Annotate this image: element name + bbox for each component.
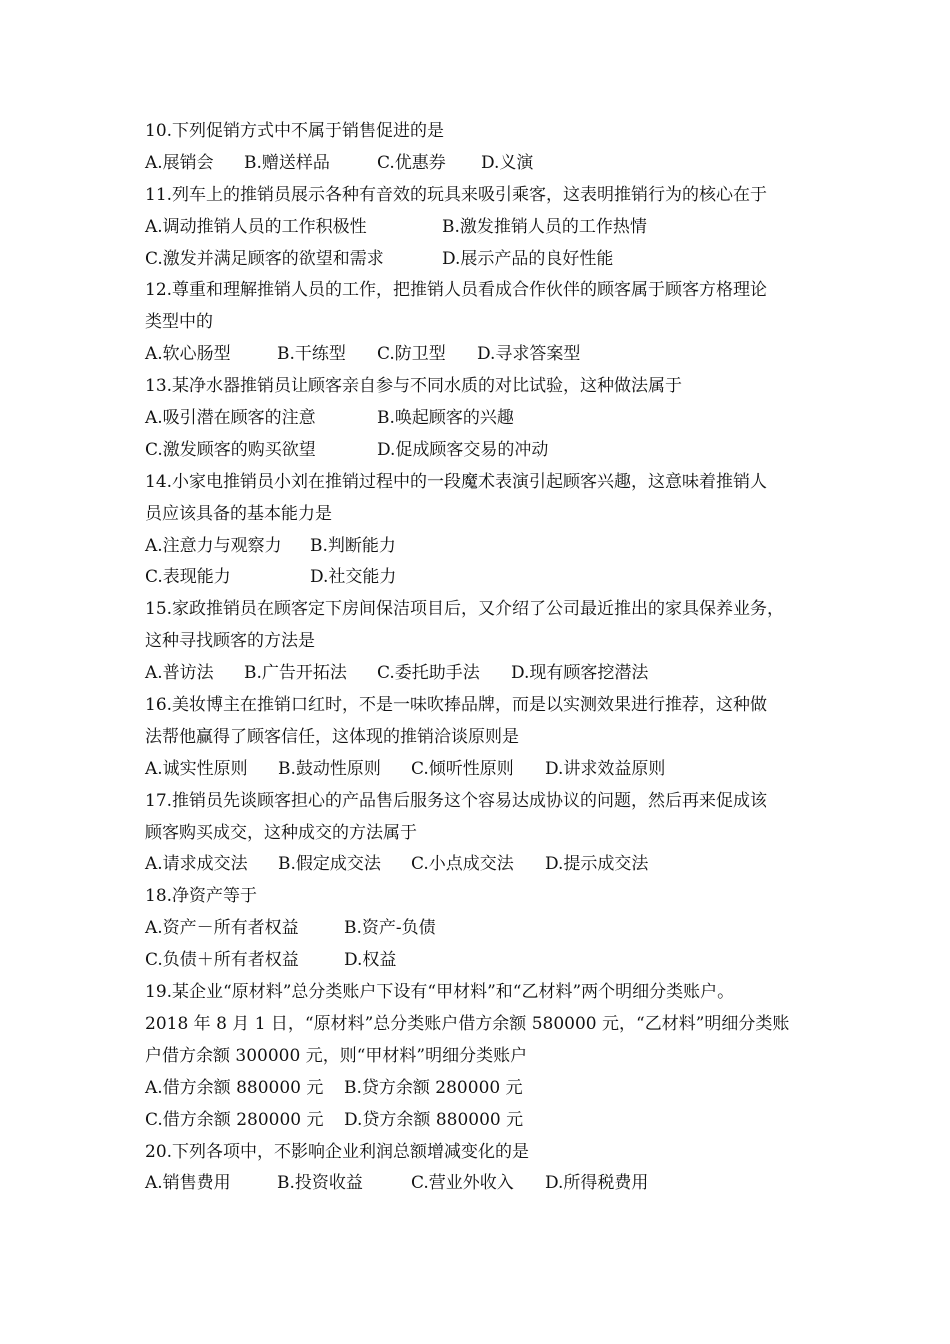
option-a: A.诚实性原则 — [145, 758, 248, 779]
option-a: A.注意力与观察力 — [145, 535, 282, 556]
option-line — [145, 945, 855, 977]
option-line — [145, 244, 855, 276]
option-c: C.表现能力 — [145, 567, 231, 588]
option-c: C.激发顾客的购买欲望 — [145, 439, 316, 460]
option-line — [145, 531, 855, 563]
option-d: D.寻求答案型 — [477, 344, 581, 365]
question-stem-continued: 顾客购买成交，这种成交的方法属于 — [145, 822, 417, 843]
option-b: B.假定成交法 — [278, 854, 381, 875]
question-18 — [145, 881, 855, 977]
option-d: D.所得税费用 — [545, 1173, 649, 1194]
option-d: D.促成顾客交易的冲动 — [377, 439, 549, 460]
option-d: D.义演 — [481, 152, 534, 173]
option-line — [145, 212, 855, 244]
option-c: C.营业外收入 — [411, 1173, 514, 1194]
option-c: C.防卫型 — [377, 344, 446, 365]
option-a: A.展销会 — [145, 152, 214, 173]
option-a: A.吸引潜在顾客的注意 — [145, 408, 316, 429]
question-19 — [145, 977, 855, 1136]
option-b: B.赠送样品 — [244, 152, 330, 173]
option-line — [145, 913, 855, 945]
question-14 — [145, 467, 855, 595]
question-stem: 11.列车上的推销员展示各种有音效的玩具来吸引乘客，这表明推销行为的核心在于 — [145, 184, 768, 205]
option-d: D.现有顾客挖潜法 — [511, 663, 649, 684]
option-c: C.小点成交法 — [411, 854, 514, 875]
option-b: B.鼓动性原则 — [278, 758, 381, 779]
option-line — [145, 754, 855, 786]
option-a: A.借方余额 880000 元 — [145, 1077, 324, 1098]
option-line — [145, 339, 855, 371]
option-c: C.优惠券 — [377, 152, 446, 173]
question-stem-continued: 类型中的 — [145, 312, 213, 333]
option-d: D.贷方余额 880000 元 — [344, 1109, 524, 1130]
question-stem: 15.家政推销员在顾客定下房间保洁项目后，又介绍了公司最近推出的家具保养业务， — [145, 599, 785, 620]
question-stem-continued: 员应该具备的基本能力是 — [145, 503, 332, 524]
option-b: B.贷方余额 280000 元 — [344, 1077, 523, 1098]
option-b: B.判断能力 — [310, 535, 396, 556]
question-stem: 19.某企业“原材料”总分类账户下设有“甲材料”和“乙材料”两个明细分类账户。 — [145, 982, 735, 1003]
question-stem: 14.小家电推销员小刘在推销过程中的一段魔术表演引起顾客兴趣，这意味着推销人 — [145, 471, 768, 492]
question-12 — [145, 275, 855, 371]
question-stem: 17.推销员先谈顾客担心的产品售后服务这个容易达成协议的问题，然后再来促成该 — [145, 790, 768, 811]
option-c: C.借方余额 280000 元 — [145, 1109, 324, 1130]
option-d: D.提示成交法 — [545, 854, 649, 875]
option-a: A.调动推销人员的工作积极性 — [145, 216, 367, 237]
question-17 — [145, 786, 855, 882]
option-line — [145, 562, 855, 594]
question-stem-continued: 2018 年 8 月 1 日，“原材料”总分类账户借方余额 580000 元，“乙材料”明细分类账 — [145, 1013, 790, 1034]
option-b: B.激发推销人员的工作热情 — [442, 216, 647, 237]
question-stem-continued: 法帮他赢得了顾客信任，这体现的推销洽谈原则是 — [145, 726, 519, 747]
option-c: C.激发并满足顾客的欲望和需求 — [145, 248, 384, 269]
question-stem: 16.美妆博主在推销口红时，不是一味吹捧品牌，而是以实测效果进行推荐，这种做 — [145, 695, 768, 716]
question-list — [145, 116, 855, 1200]
question-stem-continued: 这种寻找顾客的方法是 — [145, 631, 315, 652]
option-b: B.资产-负债 — [344, 918, 436, 939]
option-b: B.干练型 — [277, 344, 346, 365]
question-stem: 18.净资产等于 — [145, 886, 258, 907]
question-stem: 12.尊重和理解推销人员的工作，把推销人员看成合作伙伴的顾客属于顾客方格理论 — [145, 280, 768, 301]
option-line — [145, 849, 855, 881]
option-c: C.倾听性原则 — [411, 758, 514, 779]
option-d: D.权益 — [344, 950, 397, 971]
question-15 — [145, 594, 855, 690]
option-line — [145, 403, 855, 435]
option-c: C.委托助手法 — [377, 663, 480, 684]
option-line — [145, 148, 855, 180]
option-a: A.普访法 — [145, 663, 214, 684]
question-stem: 10.下列促销方式中不属于销售促进的是 — [145, 121, 445, 141]
option-line — [145, 1168, 855, 1200]
option-a: A.软心肠型 — [145, 344, 231, 365]
option-c: C.负债＋所有者权益 — [145, 950, 299, 971]
option-line — [145, 1105, 855, 1137]
question-stem-continued: 户借方余额 300000 元，则“甲材料”明细分类账户 — [145, 1045, 528, 1066]
question-10 — [145, 116, 855, 180]
option-a: A.资产－所有者权益 — [145, 918, 299, 939]
question-stem: 13.某净水器推销员让顾客亲自参与不同水质的对比试验，这种做法属于 — [145, 376, 683, 397]
option-b: B.投资收益 — [277, 1173, 363, 1194]
option-line — [145, 435, 855, 467]
option-d: D.社交能力 — [310, 567, 397, 588]
question-13 — [145, 371, 855, 467]
option-b: B.唤起顾客的兴趣 — [377, 408, 514, 429]
option-d: D.展示产品的良好性能 — [442, 248, 614, 269]
option-d: D.讲求效益原则 — [545, 758, 666, 779]
question-11 — [145, 180, 855, 276]
option-a: A.请求成交法 — [145, 854, 248, 875]
option-b: B.广告开拓法 — [244, 663, 347, 684]
option-line — [145, 658, 855, 690]
option-a: A.销售费用 — [145, 1173, 231, 1194]
question-stem: 20.下列各项中，不影响企业利润总额增减变化的是 — [145, 1141, 530, 1162]
question-16 — [145, 690, 855, 786]
option-line — [145, 1073, 855, 1105]
question-20 — [145, 1137, 855, 1201]
